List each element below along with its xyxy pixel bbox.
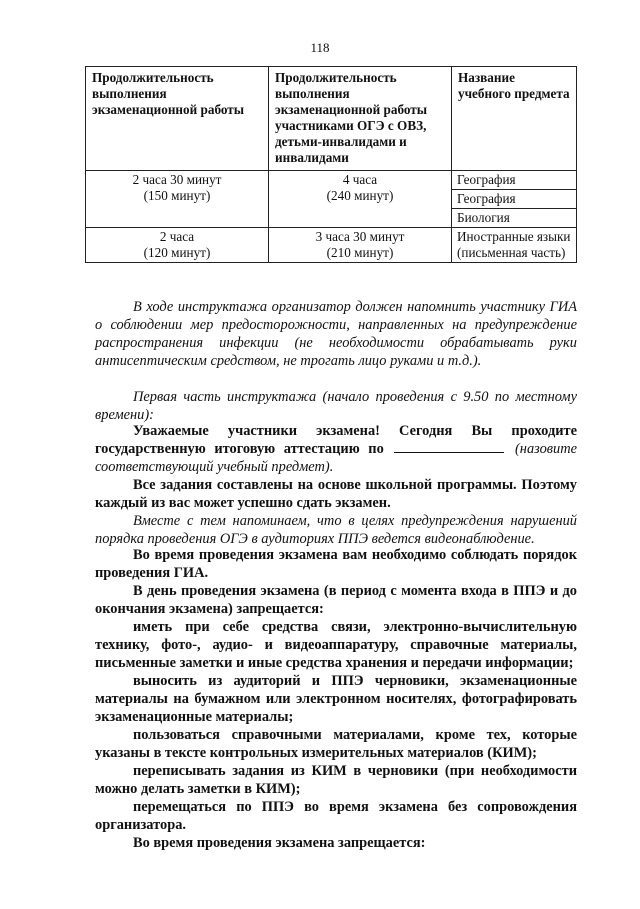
cell-duration: 2 часа 30 минут (150 минут) [86,171,269,228]
paragraph-prohibited-day: В день проведения экзамена (в период с момента входа в ППЭ и до окончания экзамена) запрещается: [95,583,577,617]
list-item: выносить из аудиторий и ППЭ черновики, экзаменационные материалы на бумажном или электронном носителях, фотографировать экзаменационные материалы; [95,673,577,725]
subject-blank-line [394,440,504,453]
paragraph-tasks: Все задания составлены на основе школьной программы. Поэтому каждый из вас может успешно сдать экзамен. [95,477,577,511]
header-duration: Продолжительность выполнения экзаменационной работы [86,67,269,171]
page-number: 118 [310,40,330,55]
table-row [86,171,577,190]
cell-subject: География [452,190,577,209]
cell-subject: Биология [452,209,577,228]
paragraph-video: Вместе с тем напоминаем, что в целях предупреждения нарушений порядка проведения ОГЭ в аудиториях ППЭ ведется видеонаблюдение. [95,513,577,547]
paragraph-instruction-start: Первая часть инструктажа (начало проведения с 9.50 по местному времени): [95,389,577,423]
header-duration-ovz: Продолжительность выполнения экзаменационной работы участниками ОГЭ с ОВЗ, детьми-инвалидами и инвалидами [269,67,452,171]
list-item: пользоваться справочными материалами, кроме тех, которые указаны в тексте контрольных измерительных материалов (КИМ); [95,727,577,761]
table-header-row [86,67,577,171]
exam-duration-table [85,66,577,263]
list-item: переписывать задания из КИМ в черновики (при необходимости можно делать заметки в КИМ); [95,763,577,797]
list-item: перемещаться по ППЭ во время экзамена без сопровождения организатора. [95,799,577,833]
cell-duration-ovz: 3 часа 30 минут (210 минут) [269,228,452,263]
list-item: иметь при себе средства связи, электронно-вычислительную технику, фото-, аудио- и видеоаппаратуру, справочные материалы, письменные заметки и иные средства хранения и передачи информации; [95,619,577,671]
cell-subject: Иностранные языки (письменная часть) [452,228,577,263]
paragraph-prohibited-exam: Во время проведения экзамена запрещается: [133,835,426,851]
header-subject: Название учебного предмета [452,67,577,171]
paragraph-precautions: В ходе инструктажа организатор должен напомнить участнику ГИА о соблюдении мер предосторожности, направленных на предупреждение распространения инфекции (не необходимости обрабатывать руки антисептическим средством, не трогать лицо руками и т.д.). [95,299,577,369]
cell-subject: География [452,171,577,190]
paragraph-greeting: Уважаемые участники экзамена! Сегодня Вы проходите государственную итоговую аттестацию по (назовите соответствующий учебный предмет). [95,423,577,475]
paragraph-order: Во время проведения экзамена вам необходимо соблюдать порядок проведения ГИА. [95,547,577,581]
table-row [86,228,577,263]
cell-duration-ovz: 4 часа (240 минут) [269,171,452,228]
cell-duration: 2 часа (120 минут) [86,228,269,263]
